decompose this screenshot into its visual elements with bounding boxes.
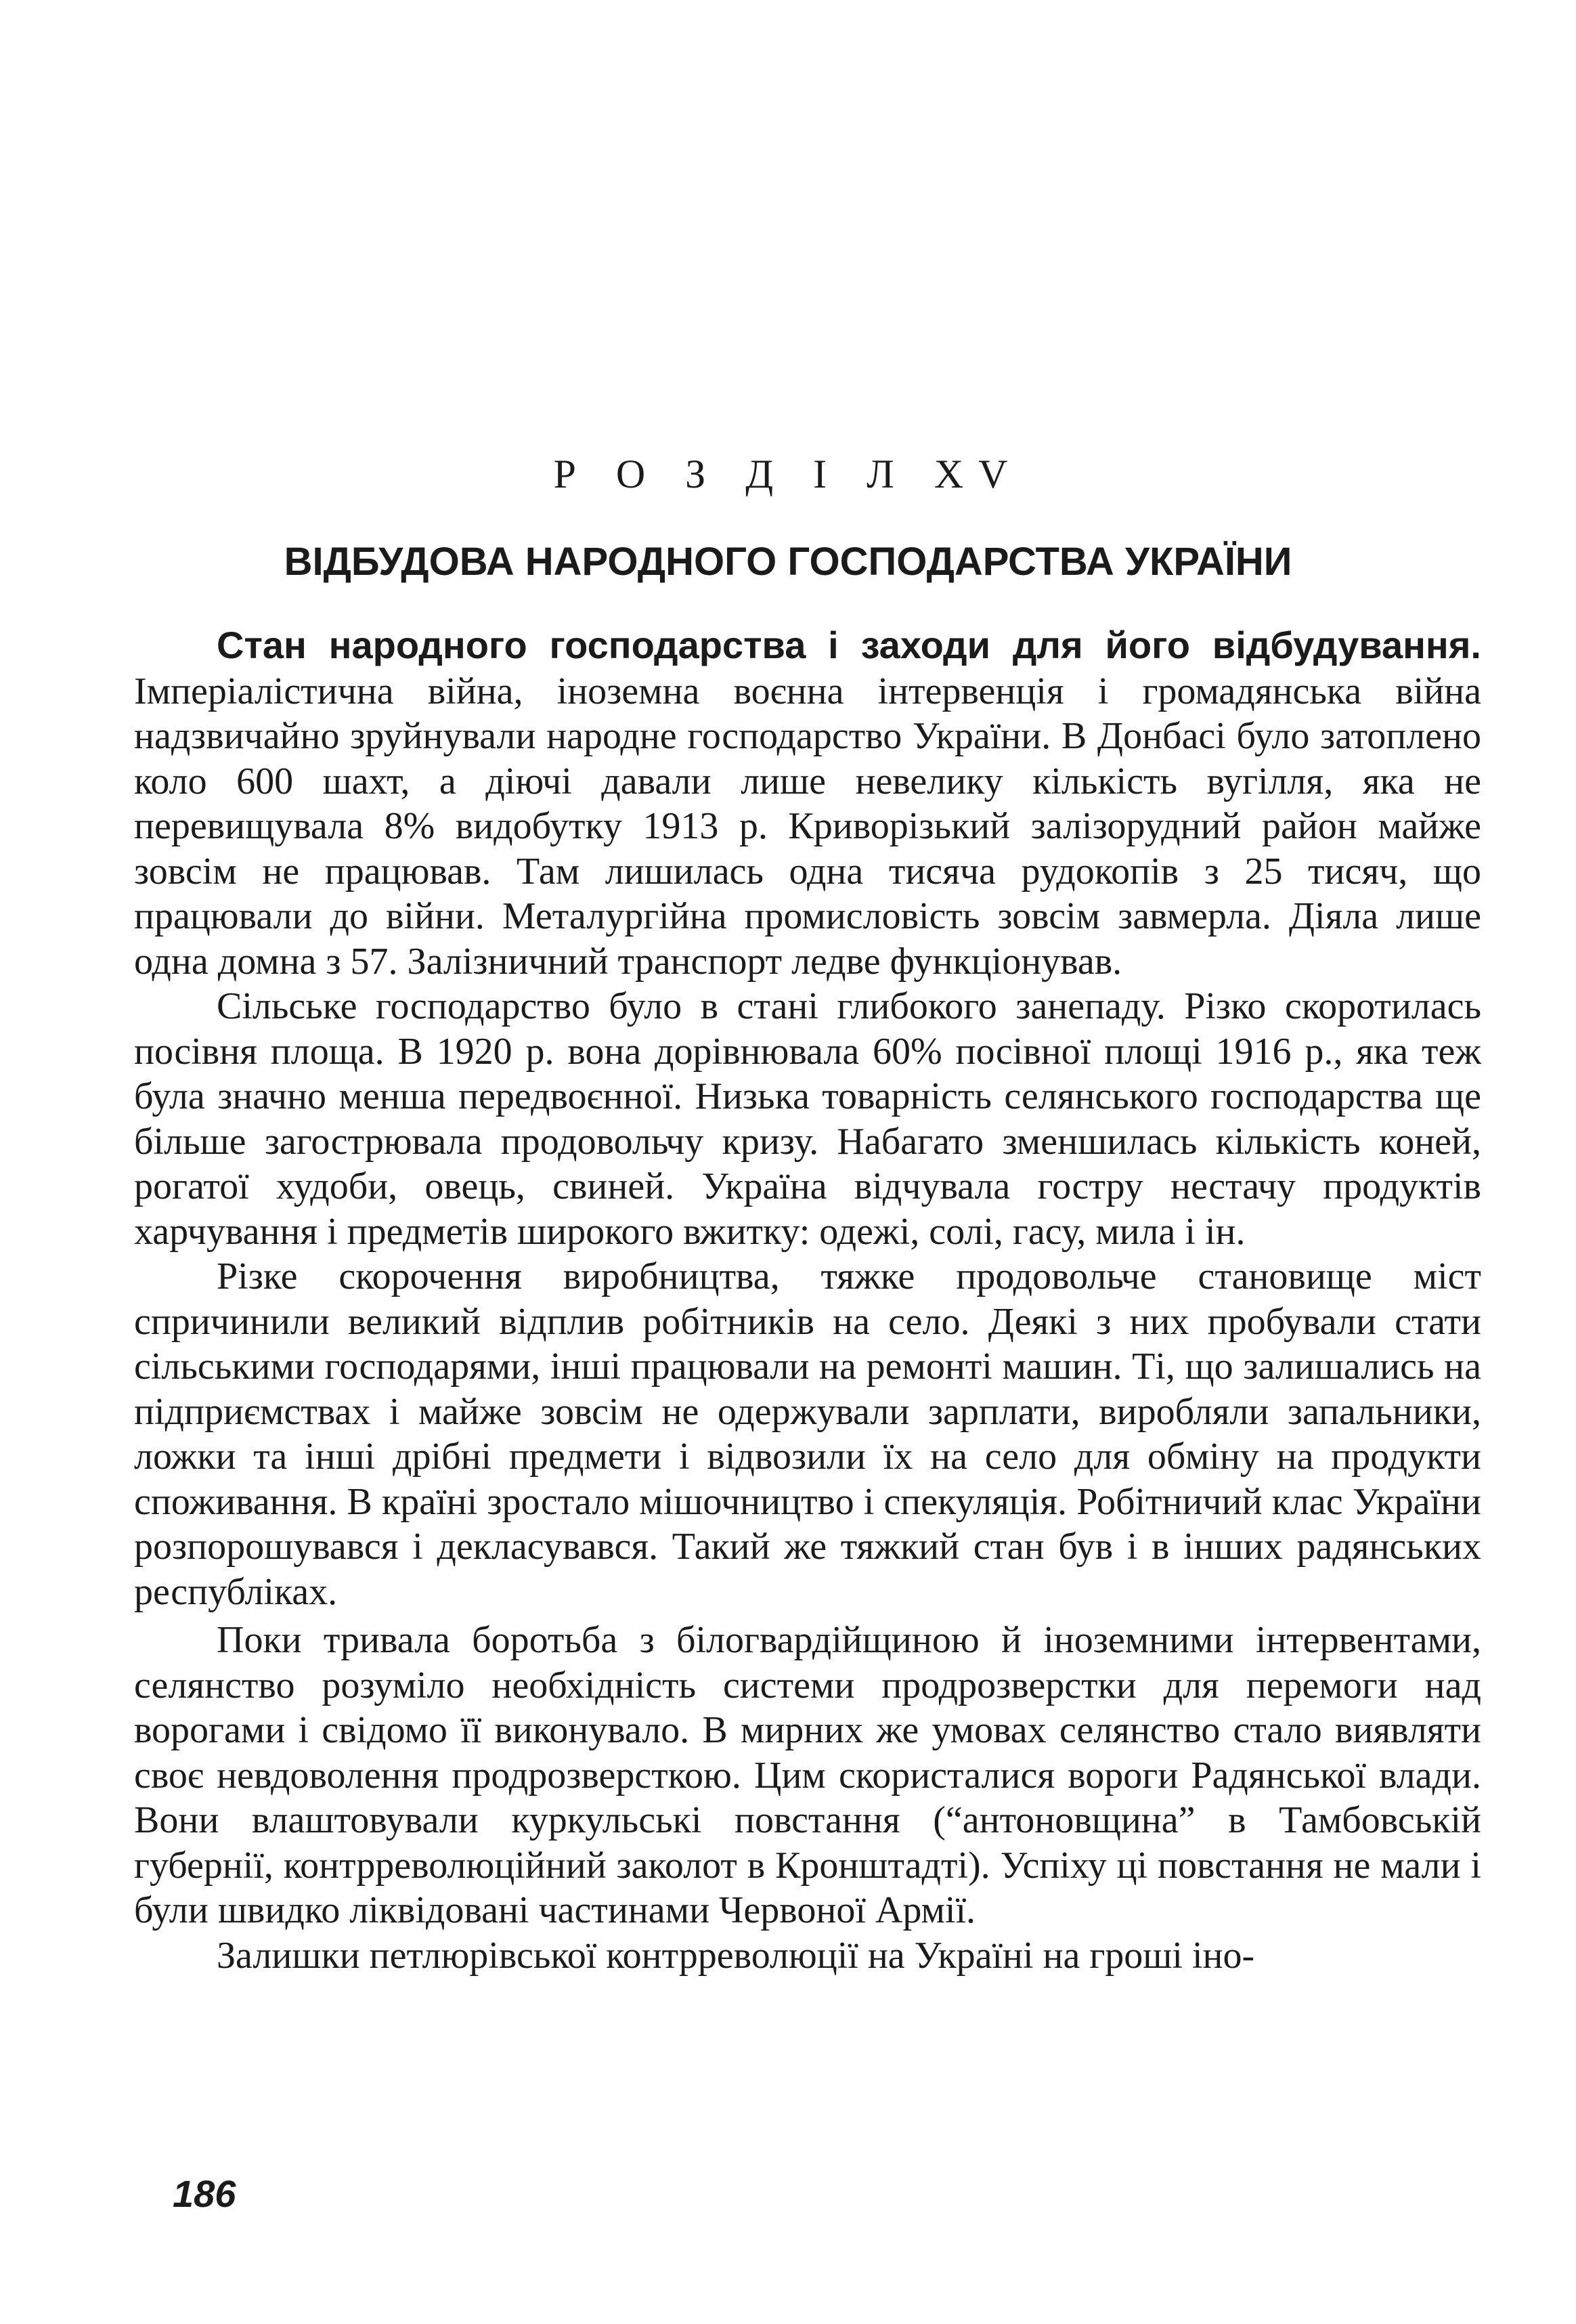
body-text xyxy=(134,623,1481,1978)
paragraph-text: Залишки петлюрівської контрреволюції на Україні на гроші іно- xyxy=(217,1934,1255,1977)
chapter-heading: Р О З Д І Л XV xyxy=(553,452,1023,496)
paragraph-text: Імперіалістична війна, іноземна воєнна інтервенція і громадянська війна надзвичайно зруйнували народне господарство України. В Донбасі було затоплено коло 600 шахт, а діючі давали лише невелику кількість вугілля, яка не перевищувала 8% видобутку 1913 р. Криворізький залізорудний район майже зовсім не працював. Там лишилась одна тисяча рудокопів з 25 тисяч, що працювали до війни. Металургійна промисловість зовсім завмерла. Діяла лише одна домна з 57. Залізничний транспорт ледве функціонував. xyxy=(134,670,1481,983)
paragraph-3 xyxy=(134,1254,1481,1614)
paragraph-4 xyxy=(134,1618,1481,1933)
paragraph-2 xyxy=(134,984,1481,1254)
section-lead: Стан народного господарства і заходи для його відбудування. xyxy=(217,624,1481,666)
paragraph-text: Сільське господарство було в стані глибокого занепаду. Різко скоротилась посівня площа. В 1920 р. вона дорівнювала 60% посівної площі 1916 р., яка теж була значно менша передвоєнної. Низька товарність селянського господарства ще більше загострювала продовольчу кризу. Набагато зменшилась кількість коней, рогатої худоби, овець, свиней. Україна відчувала гостру нестачу продуктів харчування і предметів широкого вжитку: одежі, солі, гасу, мила і ін. xyxy=(134,985,1481,1253)
chapter-title: ВІДБУДОВА НАРОДНОГО ГОСПОДАРСТВА УКРАЇНИ xyxy=(284,540,1292,584)
paragraph-1 xyxy=(134,623,1481,984)
paragraph-text: Різке скорочення виробництва, тяжке продовольче становище міст спричинили великий відплив робітників на село. Деякі з них пробували стати сільськими господарями, інші працювали на ремонті машин. Ті, що залишались на підприємствах і майже зовсім не одержували зарплати, виробляли запальники, ложки та інші дрібні предмети і відвозили їх на село для обміну на продукти споживання. В країні зростало мішочництво і спекуляція. Робітничий клас України розпорошувався і декласувався. Такий же тяжкий стан був і в інших радянських республіках. xyxy=(134,1255,1481,1613)
page-number: 186 xyxy=(173,2172,236,2215)
paragraph-5 xyxy=(134,1933,1481,1979)
paragraph-text: Поки тривала боротьба з білогвардійщиною й іноземними інтервентами, селянство розуміло необхідність системи продрозверстки для перемоги над ворогами і свідомо її виконувало. В мирних же умовах селянство стало виявляти своє невдоволення продрозверсткою. Цим скористалися вороги Радянської влади. Вони влаштовували куркульські повстання (“антоновщина” в Тамбовській губернії, контрреволюційний заколот в Кронштадті). Успіху ці повстання не мали і були швидко ліквідовані частинами Червоної Армії. xyxy=(134,1619,1481,1931)
